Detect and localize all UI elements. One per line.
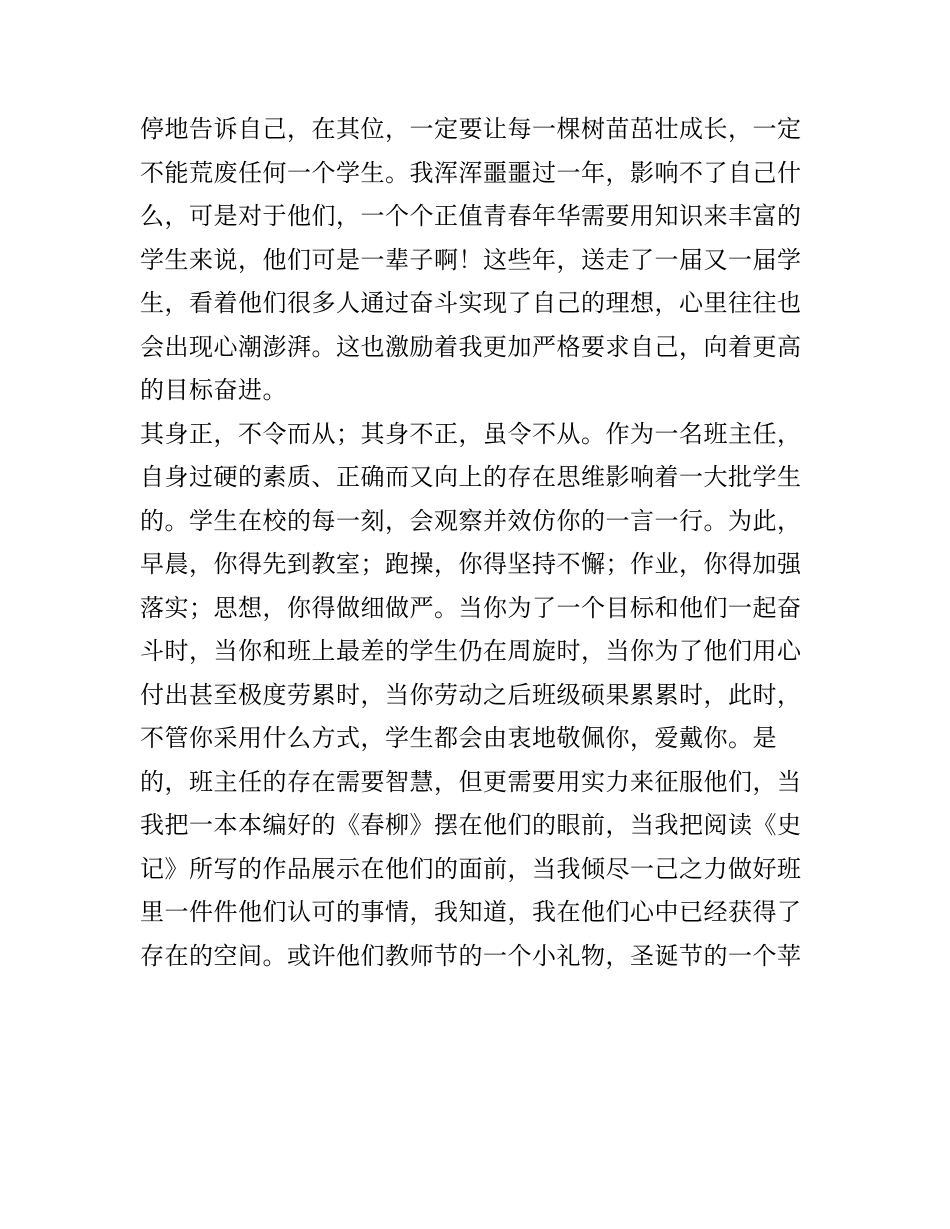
text-line: 的。学生在校的每一刻，会观察并效仿你的一言一行。为此， bbox=[140, 506, 802, 535]
body-text bbox=[140, 108, 820, 978]
text-line: 我把一本本编好的《春柳》摆在他们的眼前，当我把阅读《史 bbox=[140, 811, 802, 839]
text-line: 学生来说，他们可是一辈子啊！这些年，送走了一届又一届学 bbox=[140, 245, 802, 274]
text-line: 么，可是对于他们，一个个正值青春年华需要用知识来丰富的 bbox=[140, 202, 802, 230]
text-line: 记》所写的作品展示在他们的面前，当我倾尽一己之力做好班 bbox=[140, 854, 802, 883]
text-line: 生，看着他们很多人通过奋斗实现了自己的理想，心里往往也 bbox=[140, 289, 802, 317]
text-line: 斗时，当你和班上最差的学生仍在周旋时，当你为了他们用心 bbox=[140, 637, 802, 665]
text-line: 会出现心潮澎湃。这也激励着我更加严格要求自己，向着更高 bbox=[140, 332, 802, 361]
text-line: 不能荒废任何一个学生。我浑浑噩噩过一年，影响不了自己什 bbox=[140, 158, 802, 187]
text-line: 自身过硬的素质、正确而又向上的存在思维影响着一大批学生 bbox=[140, 463, 802, 491]
text-line: 的，班主任的存在需要智慧，但更需要用实力来征服他们，当 bbox=[140, 767, 802, 796]
text-line: 不管你采用什么方式，学生都会由衷地敬佩你，爱戴你。是 bbox=[140, 724, 777, 752]
text-line: 落实；思想，你得做细做严。当你为了一个目标和他们一起奋 bbox=[140, 593, 802, 622]
text-line: 付出甚至极度劳累时，当你劳动之后班级硕果累累时，此时， bbox=[140, 680, 802, 709]
text-line: 里一件件他们认可的事情，我知道，我在他们心中已经获得了 bbox=[140, 898, 802, 926]
text-line: 早晨，你得先到教室；跑操，你得坚持不懈；作业，你得加强 bbox=[140, 550, 802, 578]
text-line: 停地告诉自己，在其位，一定要让每一棵树苗茁壮成长，一定 bbox=[140, 115, 802, 143]
text-line: 的目标奋进。 bbox=[140, 376, 287, 404]
text-line: 其身正，不令而从；其身不正，虽令不从。作为一名班主任， bbox=[140, 419, 802, 448]
text-line: 存在的空间。或许他们教师节的一个小礼物，圣诞节的一个苹 bbox=[140, 941, 802, 970]
